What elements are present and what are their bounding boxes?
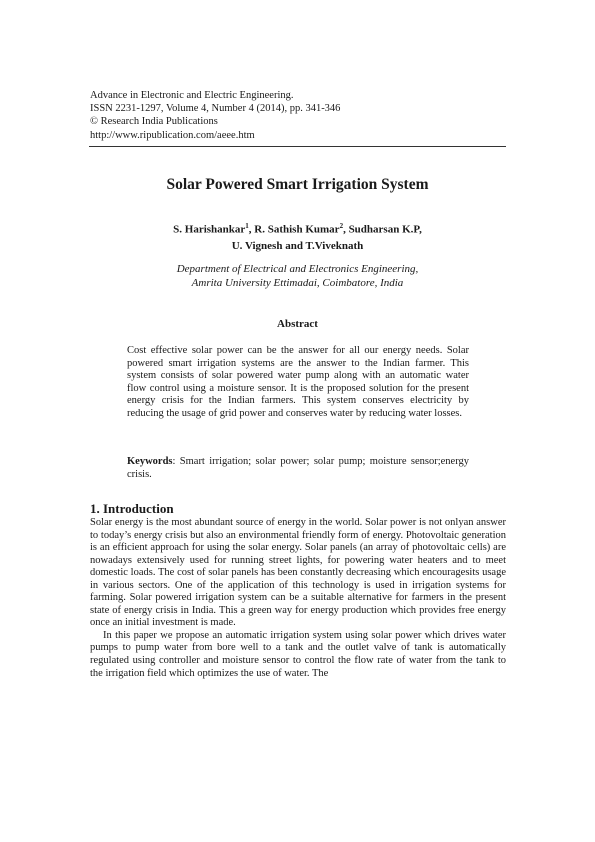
paper-title: Solar Powered Smart Irrigation System [166, 176, 429, 193]
author-line-2: U. Vignesh and T.Viveknath [231, 239, 364, 252]
abstract-text: Cost effective solar power can be the answer for all our energy needs. Solar powered smart irrigation systems are the answer to the Indian farmer. This system consists of solar powered water pump along with an automatic water flow control using a moisture sensor. It is the proposed solution for the present energy crisis for the Indian farmers. This system conserves electricity by reducing the usage of grid power and conserves water by reducing water losses. [127, 345, 469, 419]
affiliation-line-2: Amrita University Ettimadai, Coimbatore, India [191, 277, 404, 289]
keywords-text: : Smart irrigation; solar power; solar pump; moisture sensor;energy crisis. [127, 456, 469, 480]
section-heading-introduction: 1. Introduction [90, 501, 174, 516]
affiliation-line-1: Department of Electrical and Electronics Engineering, [176, 263, 419, 275]
journal-header [90, 89, 340, 142]
author-3: , Sudharsan K.P, [343, 223, 422, 236]
introduction-body [90, 517, 506, 680]
author-2-affil-mark: 2 [339, 222, 344, 230]
journal-copyright: © Research India Publications [90, 116, 218, 128]
author-2: , R. Sathish Kumar [248, 223, 340, 236]
author-1: S. Harishankar [173, 223, 246, 236]
author-list [0, 218, 595, 254]
intro-paragraph-2: In this paper we propose an automatic irrigation system using solar power which drives water pumps to pump water from bore well to a tank and the outlet valve of tank is automatically regulated using controller and moisture sensor to control the flow rate of water from the tank to the irrigation field which optimizes the use of water. The [90, 629, 506, 679]
header-divider [89, 146, 506, 147]
journal-issn: ISSN 2231-1297, Volume 4, Number 4 (2014), pp. 341-346 [90, 103, 341, 115]
affiliation [0, 262, 595, 290]
keywords [127, 456, 469, 481]
abstract-heading: Abstract [277, 318, 318, 330]
intro-paragraph-1: Solar energy is the most abundant source of energy in the world. Solar power is not onlyan answer to today’s energy crisis but also an environmental friendly form of energy. Photovoltaic generation is an efficient approach for using the solar energy. Solar panels (an array of photovoltaic cells) are nowadays extensively used for running street lights, for powering water heaters and to meet domestic loads. The cost of solar panels has been constantly decreasing which encouragesits usage in various sectors. One of the application of this technology is used in irrigation systems for farming. Solar powered irrigation system can be a suitable alternative for farmers in the present state of energy crisis in India. This a green way for energy production which provides free energy once an initial investment is made. [90, 517, 506, 629]
journal-url[interactable]: http://www.ripublication.com/aeee.htm [90, 129, 255, 141]
author-1-affil-mark: 1 [245, 222, 249, 230]
author-line-1 [0, 218, 595, 238]
keywords-label: Keywords [127, 456, 173, 467]
journal-name: Advance in Electronic and Electric Engineering. [90, 90, 294, 101]
